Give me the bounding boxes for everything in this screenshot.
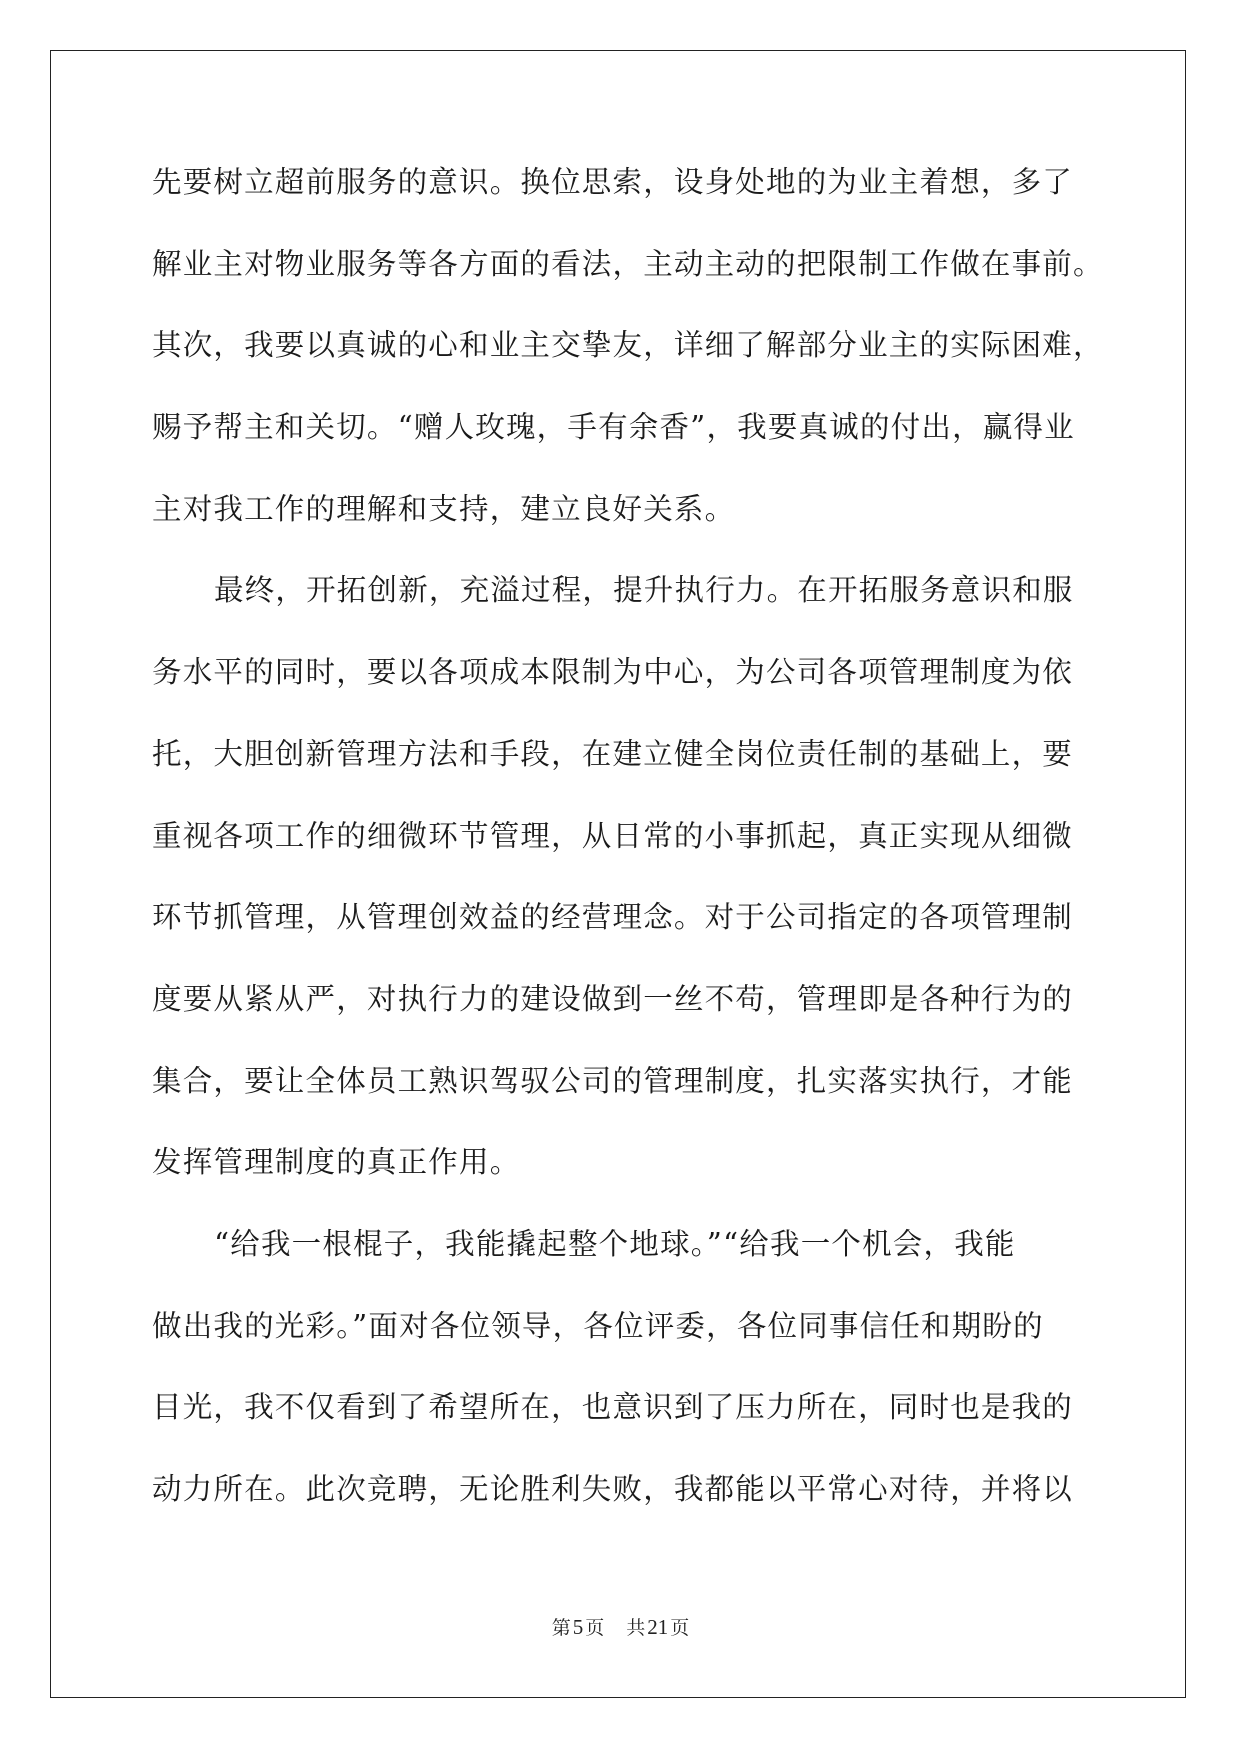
total-prefix: 共	[626, 1617, 646, 1639]
text-line: 托，大胆创新管理方法和手段，在建立健全岗位责任制的基础上，要	[152, 736, 1074, 771]
text-line: 解业主对物业服务等各方面的看法，主动主动的把限制工作做在事前。	[152, 246, 1104, 281]
text-line: 度要从紧从严，对执行力的建设做到一丝不苟，管理即是各种行为的	[152, 981, 1074, 1016]
text-line: 发挥管理制度的真正作用。	[152, 1145, 521, 1180]
document-body	[152, 162, 1104, 1551]
page-footer	[0, 1613, 1241, 1640]
total-suffix: 页	[670, 1617, 690, 1639]
text-line: 先要树立超前服务的意识。换位思索，设身处地的为业主着想，多了	[152, 165, 1074, 199]
text-line: 集合，要让全体员工熟识驾驭公司的管理制度，扎实落实执行，才能	[152, 1063, 1074, 1098]
page-prefix: 第	[551, 1617, 571, 1639]
text-line: 重视各项工作的细微环节管理，从日常的小事抓起，真正实现从细微	[152, 818, 1074, 853]
text-line: 务水平的同时，要以各项成本限制为中心，为公司各项管理制度为依	[152, 655, 1074, 690]
text-line: 赐予帮主和关切。“赠人玫瑰，手有余香”，我要真诚的付出，赢得业	[152, 410, 1075, 445]
page-number: 5	[572, 1615, 584, 1639]
text-line: 做出我的光彩。”面对各位领导，各位评委，各位同事信任和期盼的	[152, 1308, 1044, 1343]
text-line: 目光，我不仅看到了希望所在，也意识到了压力所在，同时也是我的	[152, 1390, 1074, 1425]
text-line: 其次，我要以真诚的心和业主交挚友，详细了解部分业主的实际困难，	[152, 328, 1104, 363]
page-suffix: 页	[585, 1617, 605, 1639]
total-pages: 21	[647, 1615, 669, 1639]
text-line: 主对我工作的理解和支持，建立良好关系。	[152, 491, 736, 526]
text-line: “给我一根棍子，我能撬起整个地球。”“给我一个机会，我能	[214, 1226, 1016, 1261]
text-line: 动力所在。此次竞聘，无论胜利失败，我都能以平常心对待，并将以	[152, 1472, 1074, 1506]
text-line: 最终，开拓创新，充溢过程，提升执行力。在开拓服务意识和服	[214, 573, 1074, 608]
text-line: 环节抓管理，从管理创效益的经营理念。对于公司指定的各项管理制	[152, 900, 1074, 935]
